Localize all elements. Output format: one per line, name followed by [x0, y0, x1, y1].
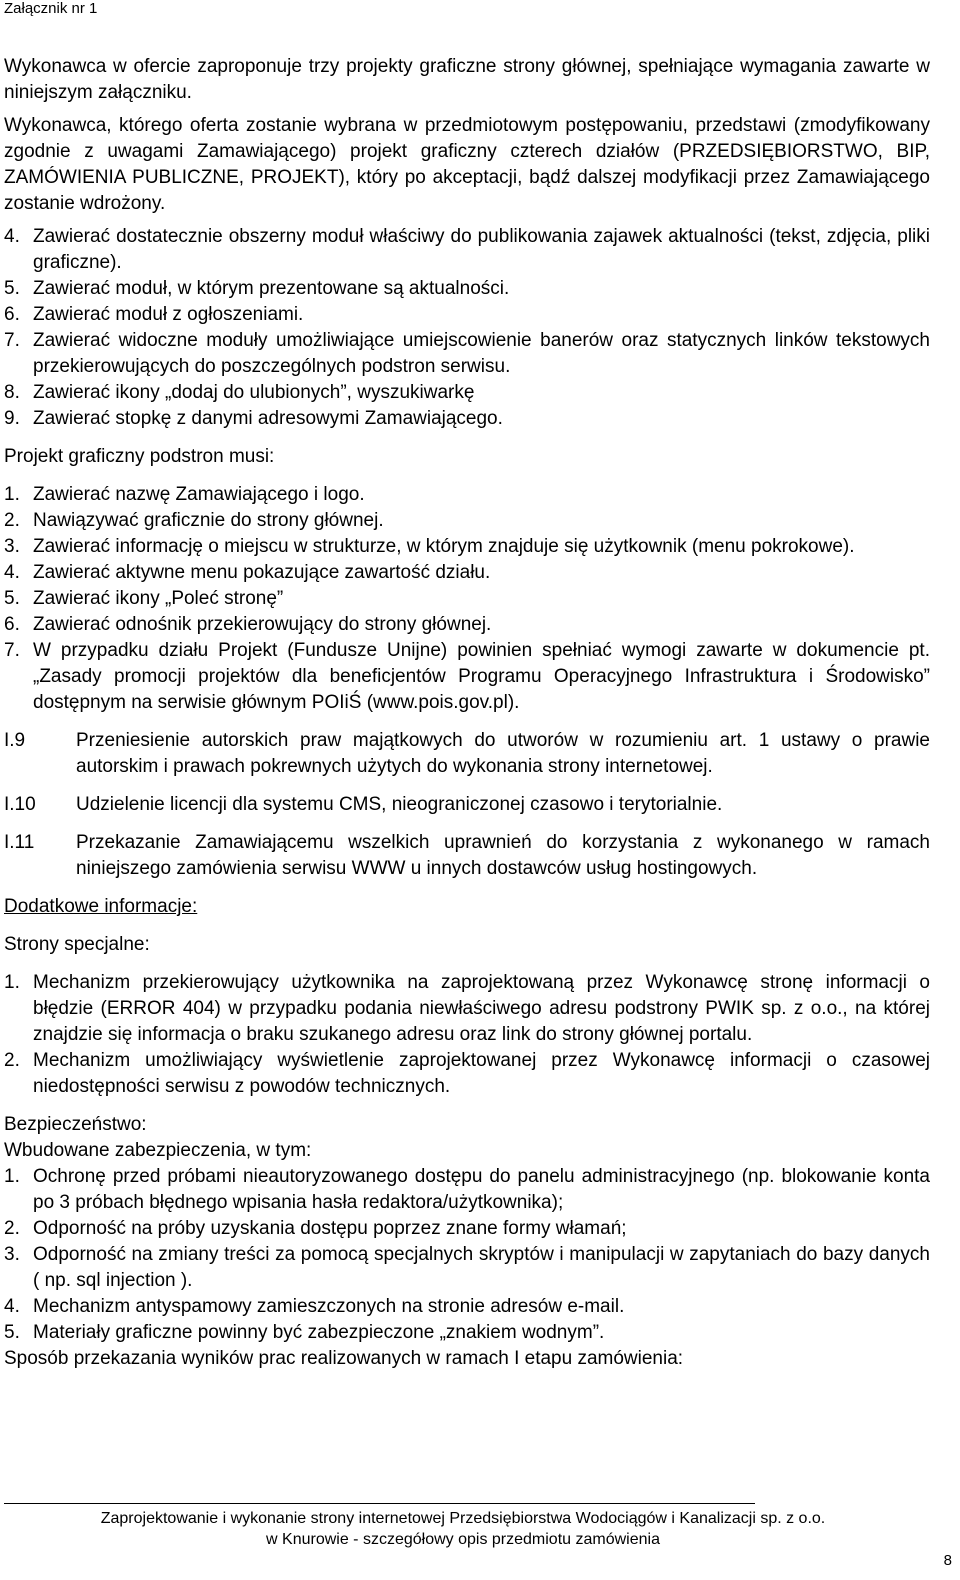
list-item-number: 8.: [4, 382, 20, 403]
special-pages-heading: Strony specjalne:: [4, 934, 150, 955]
list-item-number: 1.: [4, 1166, 20, 1187]
list-item-number: 3.: [4, 536, 20, 557]
list-item: [4, 302, 930, 328]
footer-divider: [4, 1503, 755, 1504]
list-item-text: Zawierać moduł, w którym prezentowane są aktualności.: [33, 278, 510, 299]
main-requirements-list: [4, 224, 930, 432]
special-pages-list: [4, 970, 930, 1100]
intro-paragraph: Wykonawca w ofercie zaproponuje trzy projekty graficzne strony głównej, spełniające wymagania zawarte w niniejszym załączniku.: [4, 56, 930, 103]
footer-line-1: Zaprojektowanie i wykonanie strony internetowej Przedsiębiorstwa Wodociągów i Kanalizacji sp. z o.o.: [100, 1510, 826, 1527]
list-item-text: Odporność na próby uzyskania dostępu poprzez znane formy włamań;: [33, 1218, 627, 1239]
footer-line-2: w Knurowie - szczegółowy opis przedmiotu zamówienia: [266, 1531, 660, 1548]
list-item: [4, 638, 930, 716]
attachment-label: Załącznik nr 1: [4, 0, 98, 17]
section-item: [4, 830, 930, 882]
list-item-text: Mechanizm antyspamowy zamieszczonych na stronie adresów e-mail.: [33, 1296, 625, 1317]
list-item-number: 2.: [4, 1050, 20, 1071]
list-item: [4, 534, 930, 560]
list-item-text: Zawierać ikony „dodaj do ulubionych”, wyszukiwarkę: [33, 382, 475, 403]
list-item-number: 5.: [4, 588, 20, 609]
list-item-number: 5.: [4, 278, 20, 299]
section-text: Przeniesienie autorskich praw majątkowych do utworów w rozumieniu art. 1 ustawy o prawie autorskim i prawach pokrewnych użytych do wykonania strony internetowej.: [76, 730, 930, 777]
section-text: Udzielenie licencji dla systemu CMS, nieograniczonej czasowo i terytorialnie.: [76, 794, 723, 815]
subpages-heading: Projekt graficzny podstron musi:: [4, 446, 275, 467]
list-item-number: 4.: [4, 226, 20, 247]
page-number: 8: [943, 1552, 952, 1569]
list-item-number: 9.: [4, 408, 20, 429]
intro-paragraph: Wykonawca, którego oferta zostanie wybrana w przedmiotowym postępowaniu, przedstawi (zmodyfikowany zgodnie z uwagami Zamawiającego) projekt graficzny czterech działów (PRZEDSIĘBIORSTWO, BIP, ZAMÓWIENIA PUBLICZNE, PROJEKT), który po akceptacji, bądź dalszej modyfikacji przez Zamawiającego zostanie wdrożony.: [4, 115, 930, 214]
list-item-number: 6.: [4, 304, 20, 325]
security-heading: Bezpieczeństwo:: [4, 1114, 147, 1135]
security-list: [4, 1164, 930, 1346]
list-item-number: 3.: [4, 1244, 20, 1265]
section-number: I.10: [4, 794, 36, 815]
additional-info-heading: Dodatkowe informacje:: [4, 896, 198, 917]
section-item: [4, 728, 930, 780]
list-item-text: Materiały graficzne powinny być zabezpieczone „znakiem wodnym”.: [33, 1322, 605, 1343]
list-item-number: 4.: [4, 562, 20, 583]
list-item: [4, 482, 930, 508]
list-item-text: Zawierać stopkę z danymi adresowymi Zamawiającego.: [33, 408, 503, 429]
list-item-number: 7.: [4, 330, 20, 351]
list-item: [4, 1320, 930, 1346]
list-item-text: Mechanizm przekierowujący użytkownika na zaprojektowaną przez Wykonawcę stronę informacji o błędzie (ERROR 404) w przypadku podania niewłaściwego adresu podstrony PWIK sp. z o.o., na której znajdzie się informacja o braku szukanego adresu oraz link do strony głównej portalu.: [33, 972, 930, 1045]
list-item: [4, 276, 930, 302]
document-body: [4, 54, 930, 1372]
section-number: I.9: [4, 730, 26, 751]
section-text: Przekazanie Zamawiającemu wszelkich uprawnień do korzystania z wykonanego w ramach niniejszego zamówienia serwisu WWW u innych dostawców usług hostingowych.: [76, 832, 930, 879]
closing-paragraph: Sposób przekazania wyników prac realizowanych w ramach I etapu zamówienia:: [4, 1348, 684, 1369]
list-item-number: 2.: [4, 510, 20, 531]
list-item: [4, 560, 930, 586]
list-item-text: Zawierać ikony „Poleć stronę”: [33, 588, 284, 609]
list-item-number: 1.: [4, 484, 20, 505]
list-item: [4, 508, 930, 534]
list-item: [4, 1216, 930, 1242]
list-item: [4, 406, 930, 432]
list-item-number: 4.: [4, 1296, 20, 1317]
list-item-text: Nawiązywać graficznie do strony głównej.: [33, 510, 384, 531]
list-item-number: 7.: [4, 640, 20, 661]
list-item-text: W przypadku działu Projekt (Fundusze Unijne) powinien spełniać wymogi zawarte w dokumencie pt. „Zasady promocji projektów dla beneficjentów Programu Operacyjnego Infrastruktura i Środowisko” dostępnym na serwisie głównym POIiŚ (www.pois.gov.pl).: [33, 640, 930, 713]
list-item: [4, 1164, 930, 1216]
section-number: I.11: [4, 832, 35, 853]
list-item: [4, 328, 930, 380]
subpages-list: [4, 482, 930, 716]
list-item-text: Zawierać informację o miejscu w strukturze, w którym znajduje się użytkownik (menu pokrokowe).: [33, 536, 855, 557]
list-item-text: Zawierać moduł z ogłoszeniami.: [33, 304, 304, 325]
list-item: [4, 1294, 930, 1320]
list-item-number: 5.: [4, 1322, 20, 1343]
list-item: [4, 586, 930, 612]
numbered-sections: [4, 728, 930, 882]
list-item-text: Ochronę przed próbami nieautoryzowanego dostępu do panelu administracyjnego (np. blokowanie konta po 3 próbach błędnego wpisania hasła redaktora/użytkownika);: [33, 1166, 930, 1213]
list-item-text: Zawierać aktywne menu pokazujące zawartość działu.: [33, 562, 491, 583]
list-item-number: 2.: [4, 1218, 20, 1239]
list-item-text: Zawierać widoczne moduły umożliwiające umiejscowienie banerów oraz statycznych linków tekstowych przekierowujących do poszczególnych podstron serwisu.: [33, 330, 930, 377]
list-item: [4, 1048, 930, 1100]
list-item-text: Zawierać odnośnik przekierowujący do strony głównej.: [33, 614, 492, 635]
list-item-text: Zawierać dostatecznie obszerny moduł właściwy do publikowania zajawek aktualności (tekst, zdjęcia, pliki graficzne).: [33, 226, 930, 273]
list-item-number: 1.: [4, 972, 20, 993]
list-item: [4, 224, 930, 276]
list-item-text: Odporność na zmiany treści za pomocą specjalnych skryptów i manipulacji w zapytaniach do bazy danych ( np. sql injection ).: [33, 1244, 930, 1291]
section-item: [4, 792, 930, 818]
security-subheading: Wbudowane zabezpieczenia, w tym:: [4, 1140, 312, 1161]
list-item-text: Mechanizm umożliwiający wyświetlenie zaprojektowanej przez Wykonawcę informacji o czasowej niedostępności serwisu z powodów technicznych.: [33, 1050, 930, 1097]
list-item: [4, 612, 930, 638]
list-item: [4, 970, 930, 1048]
page-footer: [0, 1508, 926, 1550]
list-item: [4, 1242, 930, 1294]
list-item: [4, 380, 930, 406]
list-item-number: 6.: [4, 614, 20, 635]
list-item-text: Zawierać nazwę Zamawiającego i logo.: [33, 484, 365, 505]
